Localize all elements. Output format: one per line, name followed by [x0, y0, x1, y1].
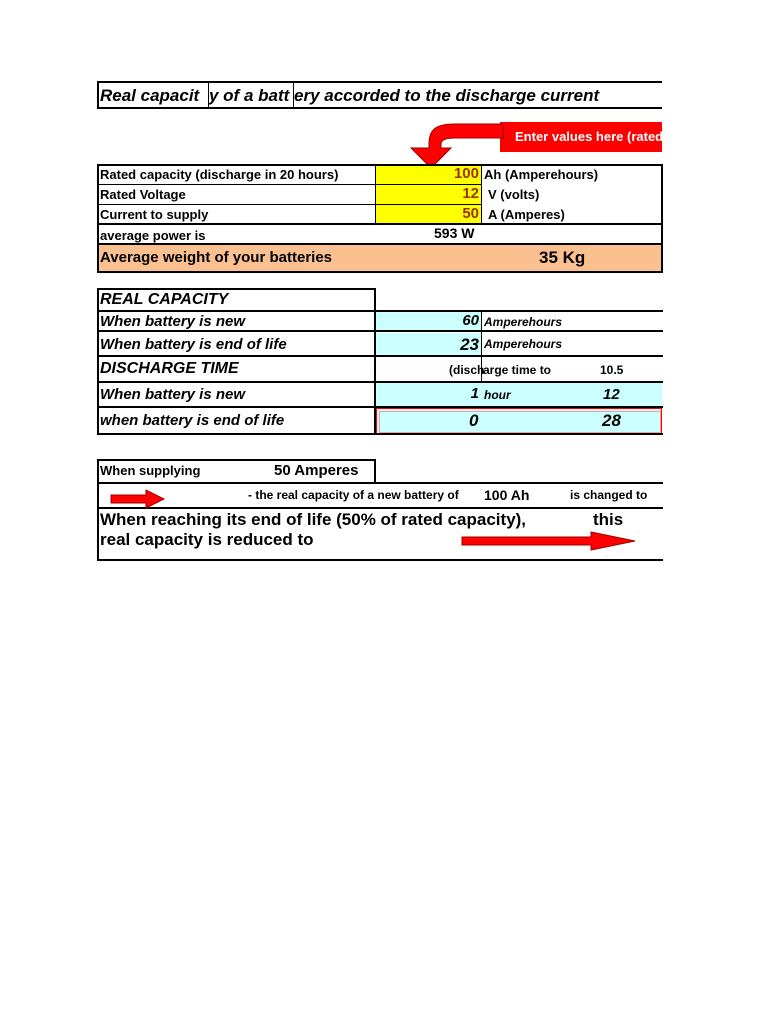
instruction-banner-text: Enter values here (rated [515, 129, 664, 144]
long-right-arrow-icon [461, 531, 637, 551]
sentence-part-2: is changed to [570, 488, 648, 502]
real-capacity-heading: REAL CAPACITY [100, 291, 229, 308]
sentence-value: 100 Ah [484, 487, 530, 503]
current-unit: A (Amperes) [488, 207, 565, 222]
capacity-eol-value: 23 [460, 335, 479, 354]
capacity-eol-unit: Amperehours [484, 337, 563, 351]
discharge-note-part-2: arge time to [483, 363, 552, 377]
rated-capacity-input[interactable]: 100 [453, 165, 479, 182]
rated-capacity-unit: Ah (Amperehours) [484, 167, 599, 182]
eol-line-2: real capacity is reduced to [100, 530, 314, 549]
discharge-time-heading: DISCHARGE TIME [100, 360, 239, 377]
right-arrow-icon [110, 489, 166, 509]
capacity-eol-label: When battery is end of life [100, 336, 287, 353]
weight-value: 35 Kg [539, 248, 586, 267]
current-label: Current to supply [100, 207, 209, 222]
capacity-new-unit: Amperehours [484, 315, 563, 329]
rated-capacity-label: Rated capacity (discharge in 20 hours) [100, 167, 339, 182]
title-part-2: y of a batt [209, 86, 290, 105]
title-part-1: Real capacit [100, 86, 200, 105]
weight-label: Average weight of your batteries [100, 249, 333, 266]
time-eol-label: when battery is end of life [100, 412, 285, 429]
supplying-value: 50 Amperes [274, 462, 359, 479]
instruction-banner [500, 122, 662, 152]
discharge-voltage: 10.5 [600, 363, 624, 377]
power-label: average power is [100, 228, 206, 243]
power-value: 593 W [434, 225, 475, 241]
rated-voltage-unit: V (volts) [488, 187, 540, 202]
supplying-label: When supplying [100, 463, 201, 478]
current-input[interactable]: 50 [462, 205, 479, 222]
rated-voltage-input[interactable]: 12 [462, 185, 479, 202]
discharge-note-part-1: (disch [449, 363, 485, 377]
sentence-part-1: - the real capacity of a new battery of [248, 488, 459, 502]
eol-line-1-tail: this [593, 510, 624, 529]
capacity-new-value: 60 [462, 312, 479, 329]
title-part-3: ery accorded to the discharge current [294, 86, 600, 105]
rated-voltage-label: Rated Voltage [100, 187, 186, 202]
time-new-unit: hour [484, 388, 511, 402]
capacity-new-label: When battery is new [100, 313, 246, 330]
time-new-hours: 1 [470, 385, 479, 402]
eol-line-1: When reaching its end of life (50% of rated capacity), [100, 510, 527, 529]
time-new-label: When battery is new [100, 386, 246, 403]
curved-arrow-icon [385, 118, 505, 170]
time-eol-hours: 0 [469, 411, 479, 430]
time-new-minutes: 12 [603, 386, 620, 403]
time-eol-minutes: 28 [602, 411, 621, 430]
